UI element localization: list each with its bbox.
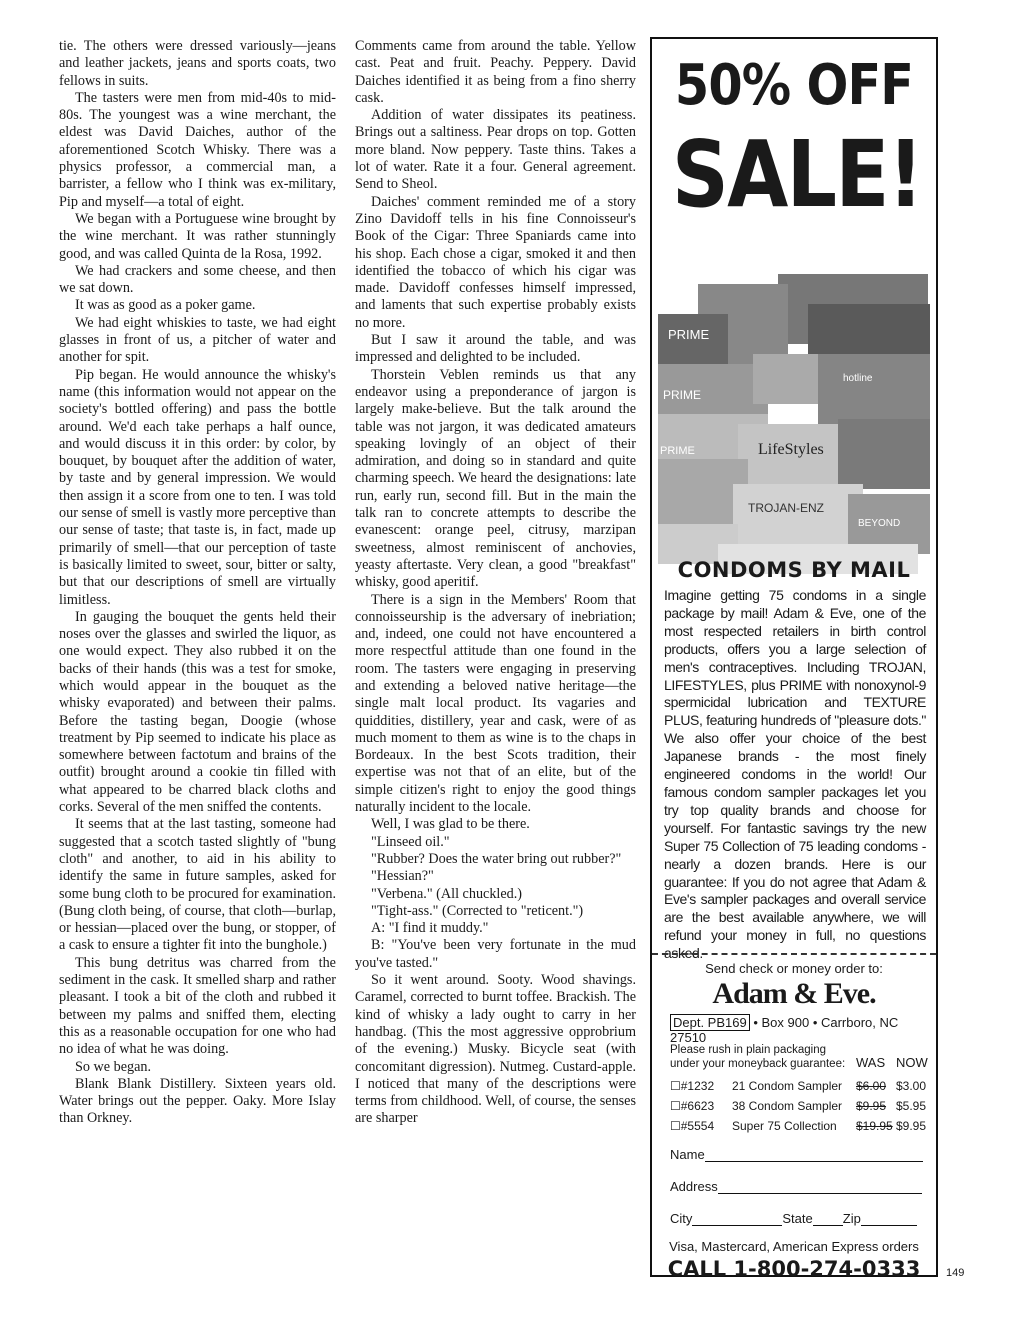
product-checkbox[interactable]: ☐#1232 bbox=[670, 1079, 715, 1093]
rush-line-1: Please rush in plain packaging bbox=[670, 1044, 826, 1056]
article-paragraph: tie. The others were dressed variously—jeans and leather jackets, jeans and sports coats, two fellows in suits. bbox=[59, 38, 336, 89]
zip-label: Zip bbox=[842, 1211, 861, 1226]
product-photo bbox=[658, 244, 930, 589]
zip-line[interactable] bbox=[861, 1213, 917, 1226]
article-paragraph: Thorstein Veblen reminds us that any endeavor using a preponderance of jargon is largely make-believe. But the talk around the table was not jargon, it was dedicated amateurs speaking lovingly of an object of their admiration, and doing so in standard and quite charming speech. We heard the designations: late run, early run, second fill. But in the main the talk ran to concrete attempts to describe the evanescent: orange peel, citrusy, marzipan sweetness, almost reminiscent of anchovies, yeasty aftertaste. Very clean, a good "breakfast" whisky, good aperitif. bbox=[355, 366, 636, 591]
coupon-cut-line bbox=[652, 953, 936, 955]
product-name: Super 75 Collection bbox=[732, 1119, 837, 1133]
ad-body-text: Imagine getting 75 condoms in a single package by mail! Adam & Eve, one of the most respected retailers in birth control products, offers you a large selection of men's contraceptives. Including TROJAN, LIFESTYLES, plus PRIME with nonoxynol-9 spermicidal lubrication and TEXTURE PLUS, featuring hundreds of "pleasure dots." We also offer your choice of the best Japanese brands - the most finely engineered condoms in the world! Our famous condom sampler packages let you try top quality brands and choose for yourself. For fantastic savings try the new Super 75 Collection of 75 leading condoms - nearly a dozen brands. Here is our guarantee: If you do not agree that Adam & Eve's sampler packages and overall service are the best available anywhere, we will refund your money in full, no questions asked. bbox=[664, 587, 926, 962]
article-paragraph: Daiches' comment reminded me of a story Zino Davidoff tells in his fine Connoisseur's Book of the Cigar: Three Spaniards came into his shop. Each chose a cigar, smoked it and then identified the tobacco of which his cigar was made. Davidoff confesses himself impressed, and laments that such expertise probably exists no more. bbox=[355, 193, 636, 331]
article-paragraph: B: "You've been very fortunate in the mud you've tasted." bbox=[355, 937, 636, 971]
article-paragraph: Well, I was glad to be there. bbox=[371, 816, 530, 833]
article-paragraph: Addition of water dissipates its peatiness. Brings out a saltiness. Pear drops on top. Gotten more bland. Now peppery. Taste thins. Takes a lot of water. Rate it a four. General agreement. Send to Sheol. bbox=[355, 107, 636, 193]
article-column-middle bbox=[355, 38, 636, 1128]
address-text: • Box 900 • Carrboro, NC 27510 bbox=[670, 1015, 899, 1045]
product-name: 21 Condom Sampler bbox=[732, 1079, 843, 1093]
ad-subheading: CONDOMS BY MAIL bbox=[677, 558, 911, 582]
price-col-was: WAS bbox=[856, 1055, 886, 1070]
photo-label-hotline: hotline bbox=[843, 373, 873, 384]
price-col-now: NOW bbox=[896, 1055, 928, 1070]
product-now-price: $3.00 bbox=[896, 1079, 927, 1093]
address-label: Address bbox=[670, 1179, 718, 1194]
state-line[interactable] bbox=[813, 1213, 843, 1226]
product-was-price: $19.95 bbox=[856, 1119, 893, 1133]
product-name: 38 Condom Sampler bbox=[732, 1099, 843, 1113]
city-label: City bbox=[670, 1211, 693, 1226]
product-was-price: $9.95 bbox=[856, 1099, 887, 1113]
address-field[interactable] bbox=[670, 1179, 922, 1194]
state-label: State bbox=[782, 1211, 813, 1226]
article-paragraph: Blank Blank Distillery. Sixteen years old. Water brings out the pepper. Oaky. More Islay than Orkney. bbox=[59, 1075, 336, 1127]
article-column-left bbox=[59, 38, 336, 1128]
article-paragraph: It seems that at the last tasting, someone had suggested that a scotch tasted slightly of "bung cloth" and another, to aid in his ability to identify the same in future samples, asked for some bung cloth to be procured for examination. (Bung cloth being, of course, that cloth—burlap, or hessian—placed over the bung, or stopper, of a cask to ensure a tighter fit into the bunghole.) bbox=[59, 816, 336, 954]
article-paragraph: Pip began. He would announce the whisky's name (this information would not appear on the society's bottled offering) and pass the bottle around. We'd each take perhaps a half ounce, and would discuss it in this order: by color, by bouquet, by bouquet after the addition of water, by taste and by general impression. We would then assign it a score from one to ten. I was told our sense of smell is vastly more perceptive than our sense of taste; that taste is, in fact, made up primarily of smell—that our perception of taste is basically limited to sweet, sour, bitter or salty, but that our descriptions of smell are virtually limitless. bbox=[59, 366, 336, 608]
ad-headline-sale: SALE! bbox=[671, 121, 923, 228]
article-paragraph: So it went around. Sooty. Wood shavings. Caramel, corrected to burnt toffee. Brackish. The kind of whisky a lady ought to carry in her handbag. (This the most aggressive opprobrium of the evening.) Musky. Bicycle seat (with concomitant digression). Nutmeg. Custard-apple. I noticed that many of the descriptions were terms from childhood. Well, of course, the senses are sharper bbox=[355, 972, 636, 1127]
article-paragraph: There is a sign in the Members' Room that connoisseurship is the adversary of inebriation; and, indeed, one could not have encountered a more respectful attitude than one found in the room. The tasters were engaging in preserving and extending a beloved native heritage—the single malt local product. Its vagaries and quiddities, distillery, year and cask, were of as much moment to them as wine is to the chaps in Bordeaux. In the best Scots tradition, their expertise was not that of an elite, but of the simple citizen's right to enjoy the good things naturally incident to the locale. bbox=[355, 591, 636, 816]
city-state-zip-field[interactable] bbox=[670, 1211, 917, 1226]
article-paragraph: It was as good as a poker game. bbox=[75, 297, 256, 314]
adam-eve-logo: Adam & Eve. bbox=[712, 977, 876, 1010]
article-paragraph: "Verbena." (All chuckled.) bbox=[371, 885, 523, 902]
name-label: Name bbox=[670, 1147, 705, 1162]
photo-label-trojan: TROJAN-ENZ bbox=[748, 501, 824, 515]
condom-mail-order-ad bbox=[650, 37, 938, 1281]
photo-label-lifestyles: LifeStyles bbox=[758, 441, 824, 458]
article-paragraph: But I saw it around the table, and was impressed and delighted to be included. bbox=[355, 332, 636, 366]
phone-number: CALL 1-800-274-0333 bbox=[667, 1257, 921, 1281]
name-line[interactable] bbox=[705, 1149, 923, 1162]
article-paragraph: "Rubber? Does the water bring out rubber?" bbox=[371, 850, 622, 867]
article-paragraph: So we began. bbox=[75, 1058, 152, 1075]
rush-note bbox=[670, 1043, 845, 1071]
article-paragraph: We began with a Portuguese wine brought by the wine merchant. It was rather stunningly good, and was called Quinta de la Rosa, 1992. bbox=[59, 210, 336, 262]
article-paragraph: We had crackers and some cheese, and then we sat down. bbox=[59, 262, 336, 297]
page-number: 149 bbox=[946, 1267, 965, 1279]
ad-headline-discount: 50% OFF bbox=[674, 53, 914, 118]
name-field[interactable] bbox=[670, 1147, 923, 1162]
product-checkbox[interactable]: ☐#5554 bbox=[670, 1119, 715, 1133]
send-instructions: Send check or money order to: bbox=[705, 961, 883, 976]
article-paragraph: "Linseed oil." bbox=[371, 833, 450, 850]
article-paragraph: A: "I find it muddy." bbox=[371, 920, 489, 937]
product-checkbox[interactable]: ☐#6623 bbox=[670, 1099, 715, 1113]
photo-label-prime-2: PRIME bbox=[663, 388, 702, 402]
product-now-price: $9.95 bbox=[896, 1119, 927, 1133]
card-orders-note: Visa, Mastercard, American Express orders bbox=[669, 1239, 919, 1254]
mailing-address bbox=[670, 1015, 936, 1045]
article-paragraph: In gauging the bouquet the gents held their noses over the glasses and swirled the liquor, as one would expect. They also rubbed it on the backs of their hands (this was a test for smoke, which would appear in the bouquet as the whisky evaporated) and between their palms. Before the tasting began, Doogie (whose treatment by Pip seemed to indicate his place as somewhere between factotum and brains of the outfit) brought around a cookie tin filled with what appeared to be charred black cloths and corks. Several of the men sniffed the contents. bbox=[59, 608, 336, 816]
rush-line-2: under your moneyback guarantee: bbox=[670, 1058, 846, 1070]
city-line[interactable] bbox=[692, 1213, 782, 1226]
address-line[interactable] bbox=[718, 1181, 922, 1194]
photo-label-prime-1: PRIME bbox=[668, 327, 710, 342]
product-now-price: $5.95 bbox=[896, 1099, 927, 1113]
photo-label-beyond: BEYOND bbox=[858, 518, 901, 529]
article-paragraph: The tasters were men from mid-40s to mid-80s. The youngest was a wine merchant, the eldest was David Daiches, author of the aforementioned Scotch Whisky. There was a physics professor, a commercial man, a barrister, a fellow who I think was ex-military, Pip and myself—a total of eight. bbox=[59, 89, 336, 210]
article-paragraph: Comments came from around the table. Yellow cast. Peat and fruit. Peachy. Peppery. David Daiches identified it as being from a fino sherry cask. bbox=[355, 38, 636, 106]
article-paragraph: "Hessian?" bbox=[371, 868, 434, 885]
product-was-price: $6.00 bbox=[856, 1079, 887, 1093]
article-paragraph: "Tight-ass." (Corrected to "reticent.") bbox=[371, 902, 584, 919]
dept-code: Dept. PB169 bbox=[670, 1014, 750, 1031]
article-paragraph: We had eight whiskies to taste, we had eight glasses in front of us, a pitcher of water and another for spit. bbox=[59, 314, 336, 366]
photo-label-prime-3: PRIME bbox=[660, 445, 695, 457]
article-paragraph: This bung detritus was charred from the sediment in the cask. It smelled sharp and rather pleasant. I took a bit of the cloth and rubbed it between my palms and sniffed them, electing this as a reasonable occupation for one who had no idea of what he was doing. bbox=[59, 954, 336, 1058]
